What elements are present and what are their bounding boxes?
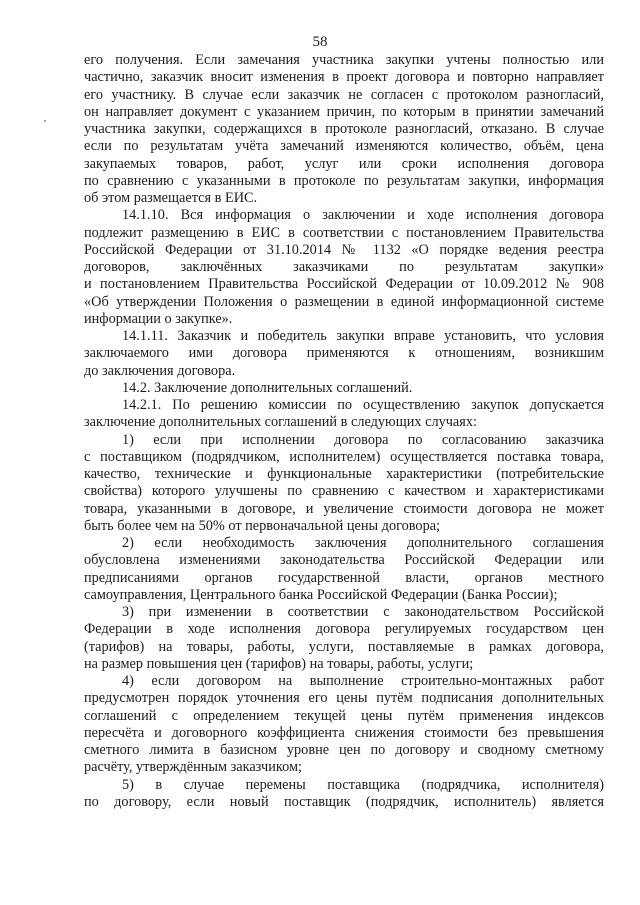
text-line: товара, указанными в договоре, и увеличение стоимости договора не может xyxy=(84,500,604,517)
text-line: быть более чем на 50% от первоначальной цены договора; xyxy=(84,517,441,534)
text-line: предписаниями органов государственной власти, органов местного xyxy=(84,569,604,586)
text-line: (тарифов) на товары, работы, услуги, поставляемые в рамках договора, xyxy=(84,638,604,655)
text-line: его получения. Если замечания участника закупки учтены полностью или xyxy=(84,52,604,68)
text-line: 14.1.10. Вся информация о заключении и ходе исполнения договора xyxy=(122,207,604,224)
page-number: 58 xyxy=(312,34,328,50)
text-line: заключение дополнительных соглашений в следующих случаях: xyxy=(84,414,477,431)
text-line: его участнику. В случае если заказчик не согласен с протоколом разногласий, xyxy=(84,86,604,103)
text-line: предусмотрен порядок уточнения его цены путём подписания дополнительных xyxy=(84,690,604,707)
text-line: 1) если при исполнении договора по согласованию заказчика xyxy=(122,431,604,448)
text-line: участника закупки, содержащихся в протоколе разногласий, отказано. В случае xyxy=(84,121,604,137)
text-line: 14.2. Заключение дополнительных соглашений. xyxy=(122,379,413,396)
text-line: 14.1.11. Заказчик и победитель закупки вправе установить, что условия xyxy=(122,328,604,344)
text-line: на размер повышения цен (тарифов) на товары, работы, услуги; xyxy=(84,655,474,672)
text-line: пересчёта и договорного коэффициента снижения стоимости без превышения xyxy=(84,724,604,741)
text-line: 14.2.1. По решению комиссии по осуществлению закупок допускается xyxy=(122,397,604,413)
text-line: Российской Федерации от 31.10.2014 № 1132 «О порядке ведения реестра xyxy=(84,241,604,258)
text-line: 3) при изменении в соответствии с законодательством Российской xyxy=(122,604,604,620)
text-line: Федерации в ходе исполнения договора регулируемых государством цен xyxy=(84,621,604,638)
text-line: обусловлена изменениями законодательства Российской Федерации или xyxy=(84,552,604,569)
text-line: заключаемого ими договора применяются к отношениям, возникшим xyxy=(84,345,604,362)
text-line: и постановлением Правительства Российской Федерации от 10.09.2012 № 908 xyxy=(84,276,604,293)
text-line: «Об утверждении Положения о размещении в единой информационной системе xyxy=(84,293,604,310)
text-line: самоуправления, Центрального банка Российской Федерации (Банка России); xyxy=(84,586,558,603)
text-line: 4) если договором на выполнение строительно-монтажных работ xyxy=(122,673,604,689)
text-line: расчёту, утверждённым заказчиком; xyxy=(84,759,302,776)
text-line: качество, технические и функциональные характеристики (потребительские xyxy=(84,466,604,482)
text-line: частично, заказчик вносит изменения в проект договора и повторно направляет xyxy=(84,69,604,86)
text-line: подлежит размещению в ЕИС в соответствии с постановлением Правительства xyxy=(84,224,604,241)
text-line: по сравнению с указанными в протоколе по результатам закупки, информация xyxy=(84,172,604,189)
text-line: свойства) которого улучшены по сравнению с качеством и характеристиками xyxy=(84,483,604,500)
scan-speck xyxy=(44,120,46,122)
text-line: по договору, если новый поставщик (подрядчик, исполнитель) является xyxy=(84,793,604,810)
body-text xyxy=(84,52,604,811)
text-line: об этом размещается в ЕИС. xyxy=(84,190,258,206)
text-line: до заключения договора. xyxy=(84,362,236,379)
text-line: если по результатам учёта замечаний изменяются количество, объём, цена xyxy=(84,138,604,155)
text-line: закупаемых товаров, работ, услуг или сроки исполнения договора xyxy=(84,155,604,172)
text-line: информации о закупке». xyxy=(84,310,233,327)
text-line: договоров, заключённых заказчиками по результатам закупки» xyxy=(84,259,604,275)
text-line: сметного лимита в базисном уровне цен по договору и сводному сметному xyxy=(84,742,604,758)
text-line: с поставщиком (подрядчиком, исполнителем) осуществляется поставка товара, xyxy=(84,448,604,465)
text-line: 5) в случае перемены поставщика (подрядчика, исполнителя) xyxy=(122,776,604,793)
text-line: 2) если необходимость заключения дополнительного соглашения xyxy=(122,535,604,551)
text-line: соглашений с определением текущей цены путём применения индексов xyxy=(84,707,604,724)
text-line: он направляет документ с указанием причин, по которым в принятии замечаний xyxy=(84,103,604,120)
